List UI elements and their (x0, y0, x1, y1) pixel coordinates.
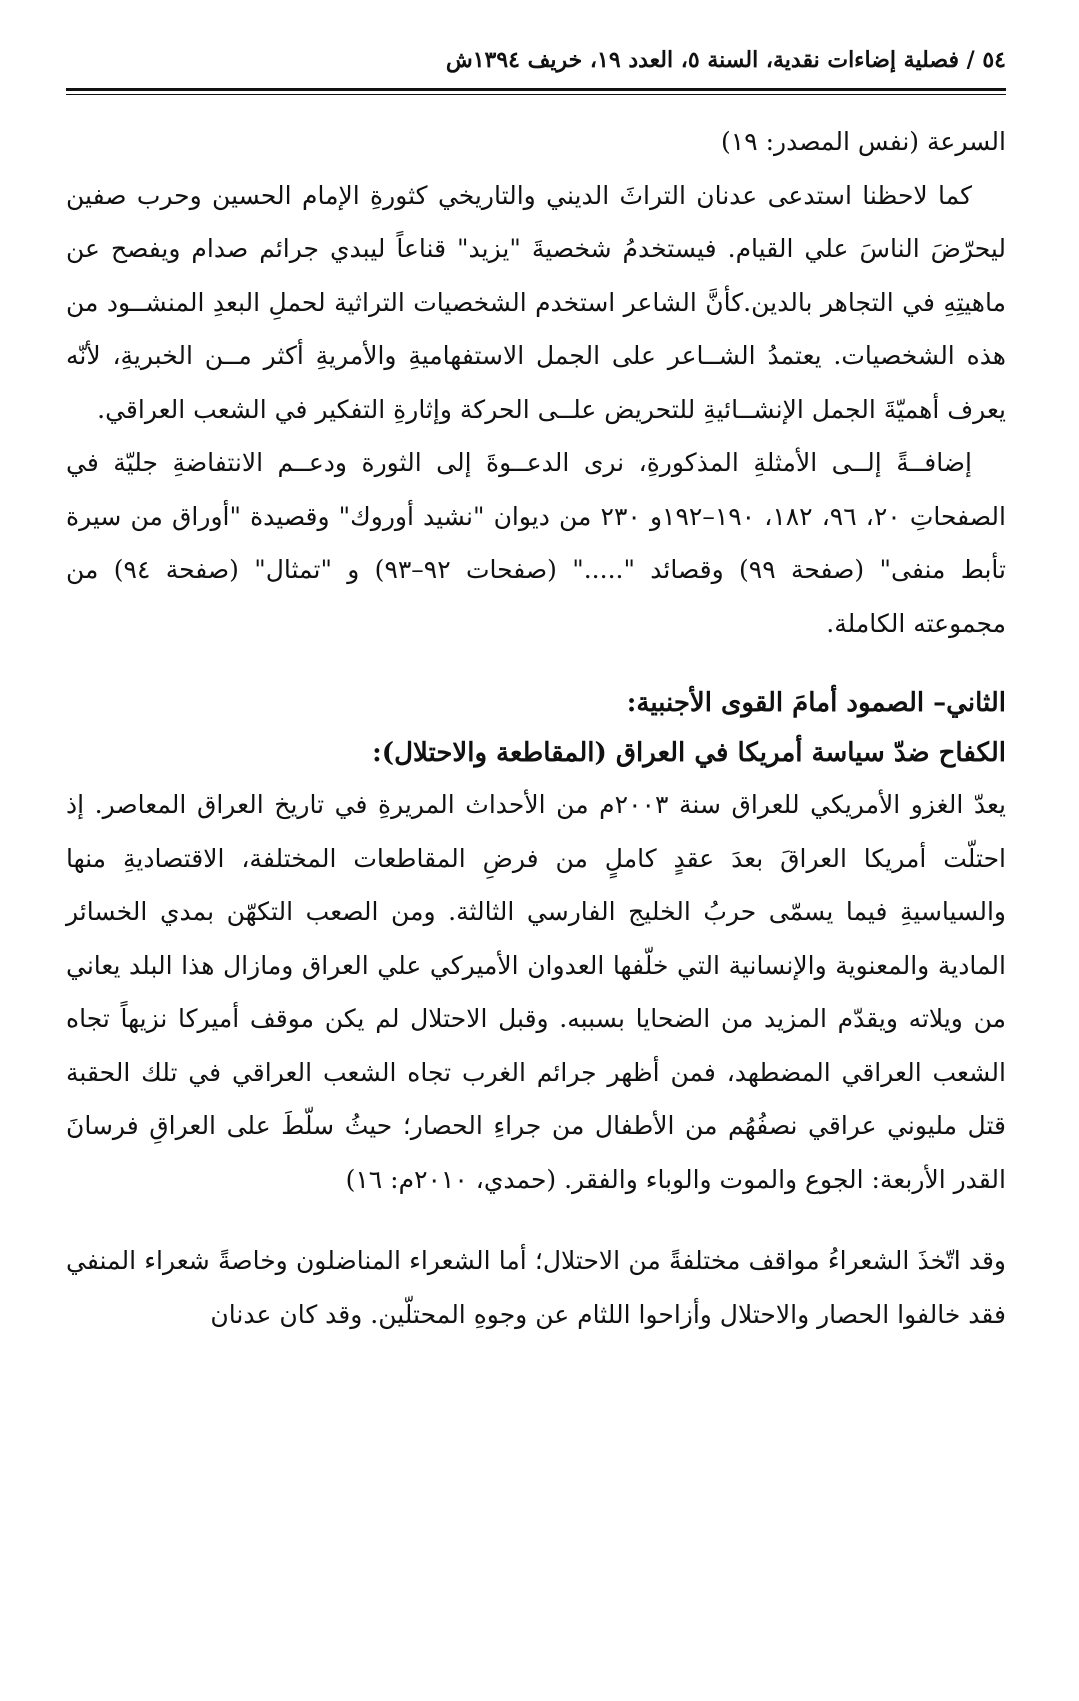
document-page (66, 40, 1006, 1341)
document-body (66, 115, 1006, 1341)
section-spacer (66, 650, 1006, 678)
paragraph-heritage-figures: كما لاحظنا استدعى عدنان التراثَ الديني والتاريخي كثورةِ الإمام الحسين وحرب صفين ليحرّضَ الناسَ علي القيام. فيستخدمُ شخصيةَ "يزيد" قناعاً ليبدي جرائم صدام ويفصح عن ماهيتِهِ في التجاهر بالدين.كأنَّ الشاعر استخدم الشخصيات التراثية لحملِ البعدِ المنشــود من هذه الشخصيات. يعتمدُ الشــاعر على الجمل الاستفهاميةِ والأمريةِ أكثر مــن الخبريةِ، لأنّه يعرف أهميّةَ الجمل الإنشــائيةِ للتحريض علــى الحركة وإثارةِ التفكير في الشعب العراقي. (66, 180, 1006, 424)
paragraph-spacer (66, 1206, 1006, 1234)
paragraph-poets-positions: وقد اتّخذَ الشعراءُ مواقف مختلفةً من الاحتلال؛ أما الشعراء المناضلون وخاصةً شعراء المنفي فقد خالفوا الحصار والاحتلال وأزاحوا اللثام عن وجوهِ المحتلّين. وقد كان عدنان (66, 1246, 1006, 1329)
paragraph-additional-examples: إضافــةً إلــى الأمثلةِ المذكورةِ، نرى الدعــوةَ إلى الثورة ودعــم الانتفاضةِ جليّة في الصفحاتِ ٢٠، ٩٦، ١٨٢، ١٩٠–١٩٢و ٢٣٠ من ديوان "نشيد أوروك" وقصيدة "أوراق من سيرة تأبط منفى" (صفحة ٩٩) وقصائد "....." (صفحات ٩٢–٩٣) و "تمثال" (صفحة ٩٤) من مجموعته الكاملة. (66, 448, 1006, 638)
subsection-heading: الكفاح ضدّ سياسة أمريكا في العراق (المقاطعة والاحتلال): (372, 738, 1006, 768)
running-header: ٥٤ / فصلية إضاءات نقدية، السنة ٥، العدد ١٩، خريف ١٣٩٤ش (445, 47, 1006, 73)
section-heading: الثاني– الصمود أمامَ القوى الأجنبية: (626, 688, 1006, 718)
paragraph-source-citation: السرعة (نفس المصدر: ١٩) (721, 127, 1006, 156)
paragraph-american-invasion: يعدّ الغزو الأمريكي للعراق سنة ٢٠٠٣م من الأحداث المريرةِ في تاريخ العراق المعاصر. إذ احتلّت أمريكا العراقَ بعدَ عقدٍ كاملٍ من فرضِ المقاطعات المختلفة، الاقتصاديةِ منها والسياسيةِ فيما يسمّى حربُ الخليج الفارسي الثالثة. ومن الصعب التكهّن بمدي الخسائر المادية والمعنوية والإنسانية التي خلّفها العدوان الأميركي علي العراق ومازال هذا البلد يعاني من ويلاته ويقدّم المزيد من الضحايا بسببه. وقبل الاحتلال لم يكن موقف أميركا نزيهاً تجاه الشعب العراقي المضطهد، فمن أظهر جرائم الغرب تجاه الشعب العراقي في تلك الحقبة قتل مليوني عراقي نصفُهُم من الأطفال من جراءِ الحصار؛ حيثُ سلّطَ على العراقِ فرسانَ القدر الأربعة: الجوع والموت والوباء والفقر. (حمدي، ٢٠١٠م: ١٦) (66, 790, 1007, 1194)
header-rule (66, 88, 1006, 95)
